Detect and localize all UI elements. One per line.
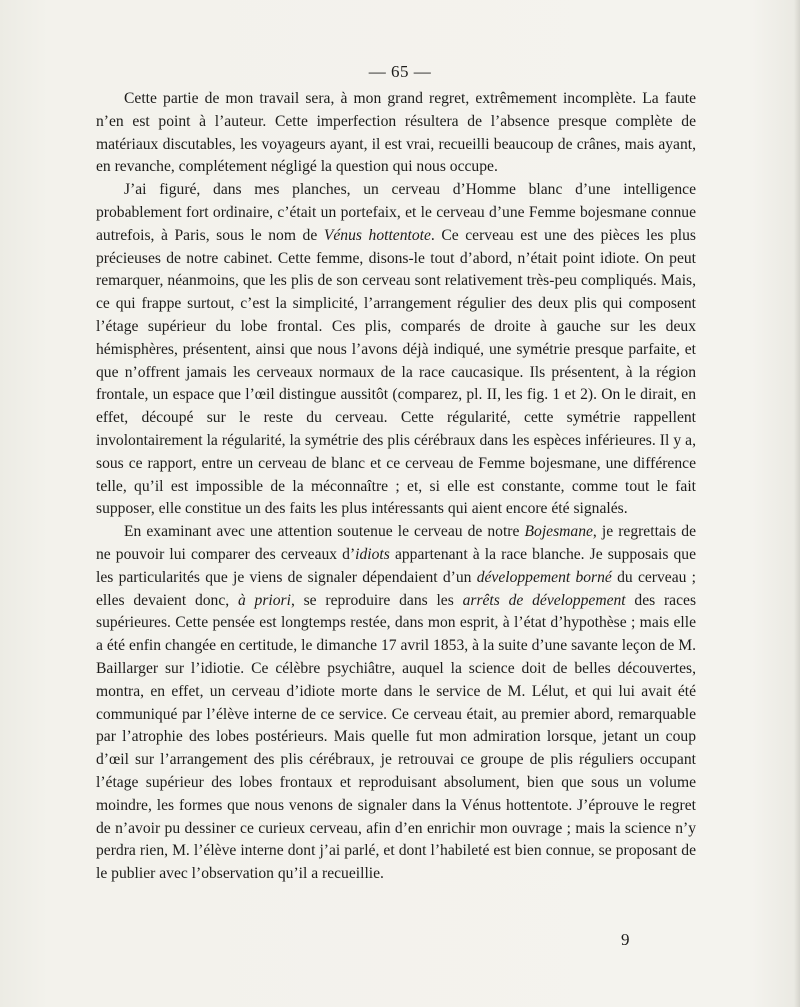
text-run: . Ce cerveau est une des pièces les plus précieuses de notre cabinet. Cette femme, disons-le tout d’abord, n’était point idiote. On peut remarquer, néanmoins, que les plis de son cerveau sont relativement très-peu compliqués. Mais, ce qui frappe surtout, c’est la simplicité, l’arrangement régulier des deux plis qui composent l’étage supérieur du lobe frontal. Ces plis, comparés de droite à gauche sur les deux hémisphères, présentent, ainsi que nous l’avons déjà indiqué, une symétrie presque parfaite, et que n’offrent jamais les cerveaux normaux de la race caucasique. Ils présentent, à la région frontale, un espace que l’œil distingue aussitôt (comparez, pl. II, les fig. 1 et 2). On le dirait, en effet, découpé sur le reste du cerveau. Cette régularité, cette symétrie rappellent involontairement la régularité, la symétrie des plis cérébraux dans les espèces inférieures. Il y a, sous ce rapport, entre un cerveau de blanc et ce cerveau de Femme bojesmane, une différence telle, qu’il est impossible de la méconnaître ; et, si elle est constante, comme tout le fait supposer, elle constitue un des faits les plus intéressants qui aient encore été signalés. (96, 226, 696, 518)
text-run: , se reproduire dans les (290, 591, 463, 609)
paragraph-2 (96, 179, 696, 521)
paragraph-1 (96, 88, 696, 179)
body-text (96, 88, 696, 886)
paragraph-3 (96, 521, 696, 886)
italic-text-run: Bojesmane (524, 523, 593, 541)
italic-text-run: développement borné (476, 568, 612, 586)
text-run: du cerveau ; elles devaient donc, (96, 568, 697, 609)
page-edge-shadow (794, 0, 800, 1007)
text-run: , je regrettais de ne pouvoir lui comparer des cerveaux d’ (96, 523, 697, 563)
text-run: En examinant avec une attention soutenue le cerveau de notre (124, 523, 525, 541)
signature-mark: 9 (621, 930, 630, 949)
italic-text-run: arrêts de développement (462, 591, 626, 609)
italic-text-run: idiots (355, 545, 390, 563)
text-run: Cette partie de mon travail sera, à mon grand regret, extrêmement incomplète. La faute n’en est point à l’auteur. Cette imperfection résultera de l’absence presque complète de matériaux discutables, les voyageurs ayant, il est vrai, recueilli beaucoup de crânes, mais ayant, en revanche, complétement négligé la question qui nous occupe. (96, 90, 696, 176)
text-run: des races supérieures. Cette pensée est longtemps restée, dans mon esprit, à l’état d’hypothèse ; mais elle a été enfin changée en certitude, le dimanche 17 avril 1853, à la suite d’une savante leçon de M. Baillarger sur l’idiotie. Ce célèbre psychiâtre, auquel la science doit de belles découvertes, montra, en effet, un cerveau d’idiote morte dans le service de M. Lélut, et qui lui avait été communiqué par l’élève interne de ce service. Ce cerveau était, au premier abord, remarquable par l’atrophie des lobes postérieurs. Mais quelle fut mon admiration lorsque, jetant un coup d’œil sur l’arrangement des plis cérébraux, je retrouvai ce groupe de plis réguliers occupant l’étage supérieur des lobes frontaux et reproduisant absolument, bien que sous un volume moindre, les formes que nous venons de signaler dans la Vénus hottentote. J’éprouve le regret de n’avoir pu dessiner ce curieux cerveau, afin d’en enrichir mon ouvrage ; mais la science n’y perdra rien, M. l’élève interne dont j’ai parlé, et dont l’habileté est bien connue, se proposant de le publier avec l’observation qu’il a recueillie. (96, 591, 697, 883)
italic-text-run: à priori (237, 591, 291, 609)
text-run: J’ai figuré, dans mes planches, un cerveau d’Homme blanc d’une intelligence probablement fort ordinaire, c’était un portefaix, et le cerveau d’une Femme bojesmane connue autrefois, à Paris, sous le nom de (96, 181, 696, 244)
text-run: appartenant à la race blanche. Je supposais que les particularités que je viens de signaler dépendaient d’un (96, 545, 696, 586)
page-number: — 65 — (368, 62, 432, 81)
italic-text-run: Vénus hottentote (323, 226, 431, 244)
